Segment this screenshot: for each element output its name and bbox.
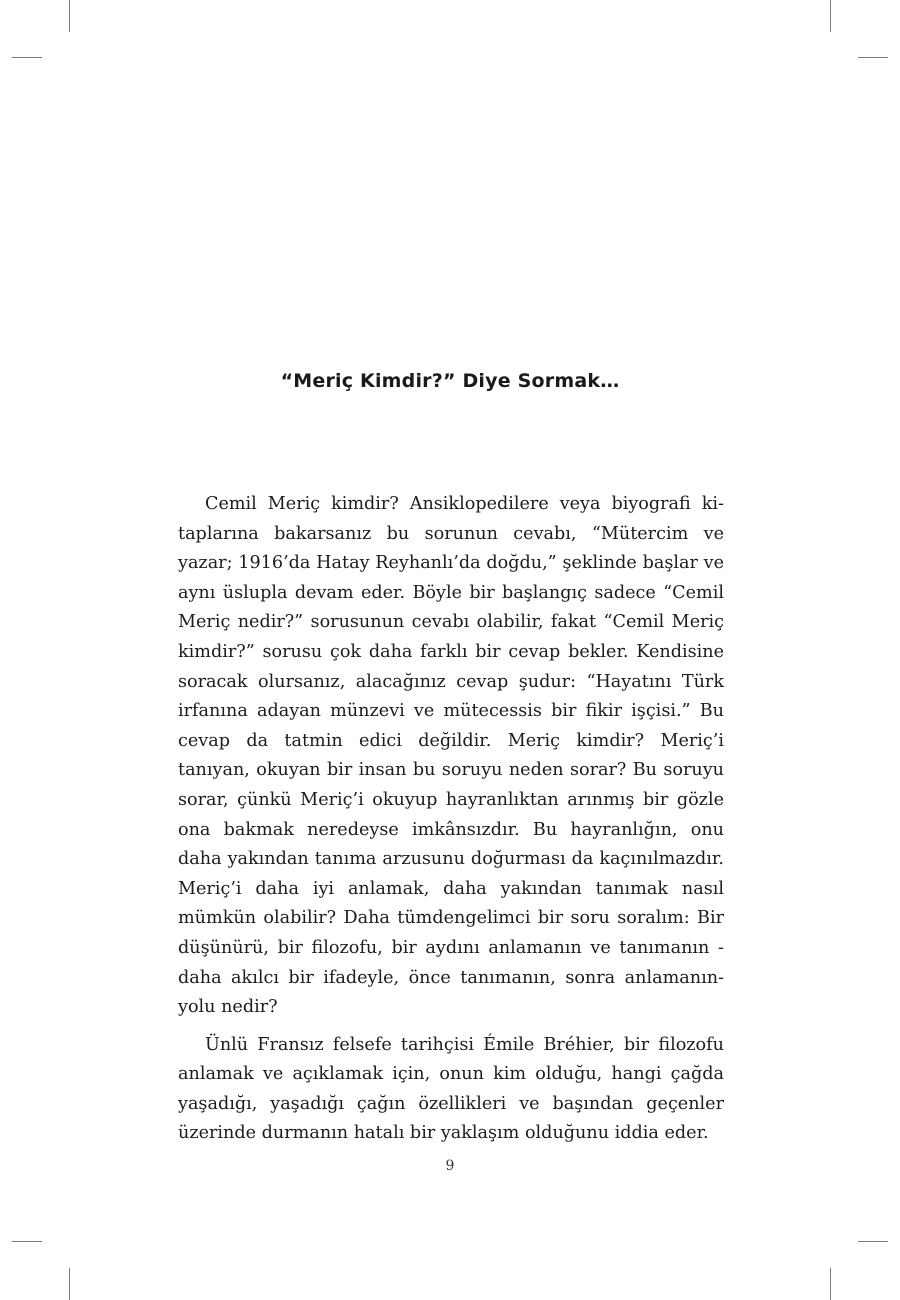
crop-mark-bottom-right-horizontal xyxy=(858,1241,888,1242)
crop-mark-top-right-horizontal xyxy=(858,57,888,58)
crop-mark-top-left-vertical xyxy=(69,0,70,32)
paragraph-1: Cemil Meriç kimdir? Ansiklopedilere veya biyografi kitaplarına bakarsanız bu sorunun cevabı, “Mütercim ve yazar; 1916’da Hatay Reyhanlı’da doğdu,” şeklinde başlar ve aynı üslupla devam eder. Böyle bir başlangıç sadece “Cemil Meriç nedir?” sorusunun cevabı olabilir, fakat “Cemil Meriç kimdir?” sorusu çok daha farklı bir cevap bekler. Kendisine soracak olursanız, alacağınız cevap şudur: “Hayatını Türk irfanına adayan münzevi ve mütecessis bir fikir işçisi.” Bu cevap da tatmin edici değildir. Meriç kimdir? Meriç’i tanıyan, okuyan bir insan bu soruyu neden sorar? Bu soruyu sorar, çünkü Meriç’i okuyup hayranlıktan arınmış bir gözle ona bakmak neredeyse imkânsızdır. Bu hayranlığın, onu daha yakından tanıma arzusunu doğurması da kaçınılmazdır. Meriç’i daha iyi anlamak, daha yakından tanımak nasıl mümkün olabilir? Daha tümdengelimci bir soru soralım: Bir düşünürü, bir filozofu, bir aydını anlamanın ve tanımanın -daha akılcı bir ifadeyle, önce tanımanın, sonra anlamanın- yolu nedir? xyxy=(178,494,724,1018)
crop-mark-top-right-vertical xyxy=(830,0,831,32)
crop-mark-bottom-right-vertical xyxy=(830,1268,831,1300)
crop-mark-bottom-left-horizontal xyxy=(12,1241,42,1242)
body-text xyxy=(178,490,724,1157)
paragraph-2: Ünlü Fransız felsefe tarihçisi Émile Bréhier, bir filozofu anlamak ve açıklamak için, onun kim olduğu, hangi çağda yaşadığı, yaşadığı çağın özellikleri ve başından geçenler üzerinde durmanın hatalı bir yaklaşım olduğunu iddia eder. xyxy=(178,1034,724,1144)
chapter-title: “Meriç Kimdir?” Diye Sormak… xyxy=(280,370,620,392)
crop-mark-top-left-horizontal xyxy=(12,57,42,58)
crop-mark-bottom-left-vertical xyxy=(69,1268,70,1300)
page-number: 9 xyxy=(445,1158,455,1174)
